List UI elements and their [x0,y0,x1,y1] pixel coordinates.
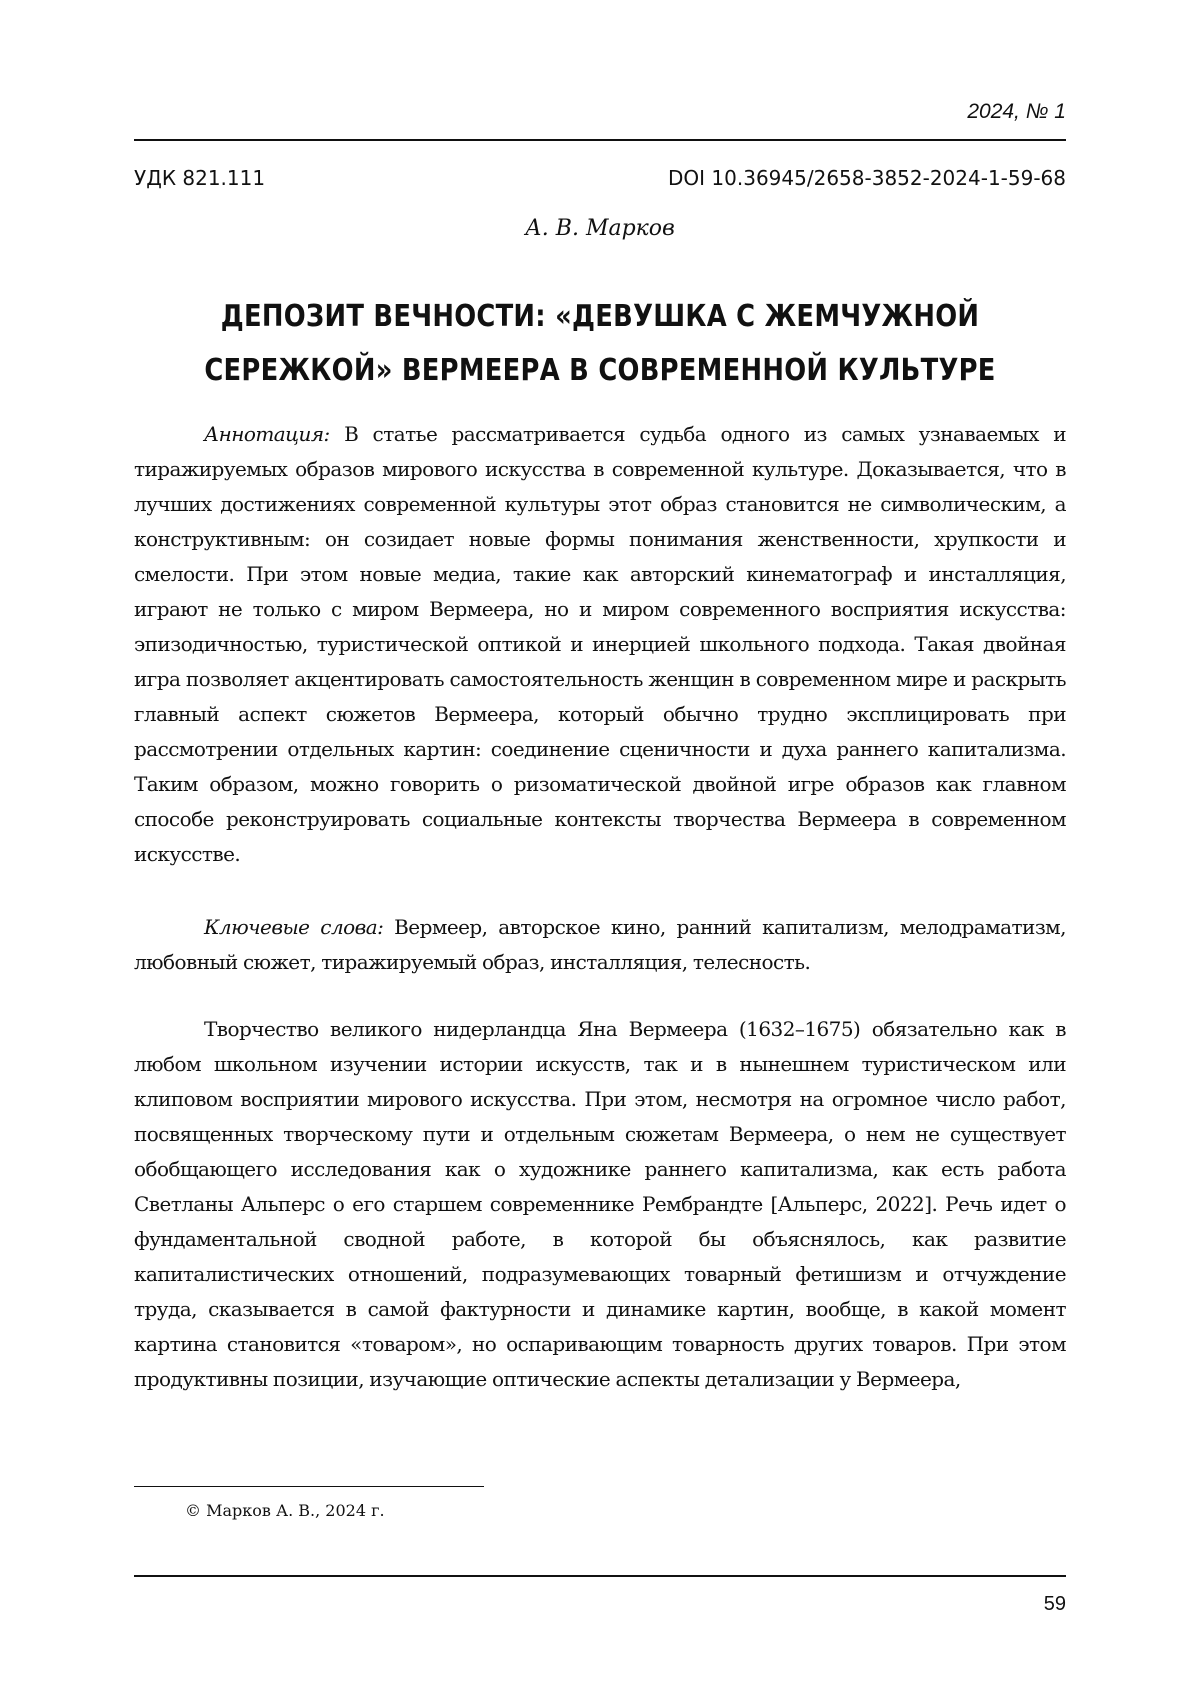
footer-rule [134,1575,1066,1577]
header-rule [134,139,1066,141]
title-line-1: ДЕПОЗИТ ВЕЧНОСТИ: «ДЕВУШКА С ЖЕМЧУЖНОЙ [220,299,980,334]
keywords-label: Ключевые слова: [204,915,384,939]
copyright-footnote: © Марков А. В., 2024 г. [185,1501,385,1520]
footnote-rule [134,1486,484,1487]
abstract-text: В статье рассматривается судьба одного из самых узнаваемых и тиражируемых образов мирового искусства в современной культуре. Доказывается, что в лучших достижениях современной культуры этот образ становится не символическим, а конструктивным: он созидает новые формы понимания женственности, хрупкости и смелости. При этом новые медиа, такие как авторский кинематограф и инсталляция, играют не только с миром Вермеера, но и миром современного восприятия искусства: эпизодичностью, туристической оптикой и инерцией школьного подхода. Такая двойная игра позволяет акцентировать самостоятельность женщин в современном мире и раскрыть главный аспект сюжетов Вермеера, который обычно трудно эксплицировать при рассмотрении отдельных картин: соединение сценичности и духа раннего капитализма. Таким образом, можно говорить о ризоматической двойной игре образов как главном способе реконструировать социальные контексты творчества Вермеера в современном искусстве. [134,422,1066,866]
article-title [199,290,1001,398]
body-text [134,1012,1066,1397]
issue-label: 2024, № 1 [967,100,1066,123]
body-paragraph: Творчество великого нидерландца Яна Вермеера (1632–1675) обязательно как в любом школьном изучении истории искусств, так и в нынешнем туристическом или клиповом восприятии мирового искусства. При этом, несмотря на огромное число работ, посвященных творческому пути и отдельным сюжетам Вермеера, о нем не существует обобщающего исследования как о художнике раннего капитализма, как есть работа Светланы Альперс о его старшем современнике Рембрандте [Альперс, 2022]. Речь идет о фундаментальной сводной работе, в которой бы объяснялось, как развитие капиталистических отношений, подразумевающих товарный фетишизм и отчуждение труда, сказывается в самой фактурности и динамике картин, вообще, в какой момент картина становится «товаром», но оспаривающим товарность других товаров. При этом продуктивны позиции, изучающие оптические аспекты детализации у Вермеера, [134,1017,1066,1391]
keywords-text: Вермеер, авторское кино, ранний капитализм, мелодраматизм, любовный сюжет, тиражируемый образ, инсталляция, телесность. [134,915,1066,974]
page-number: 59 [1043,1593,1066,1615]
article-meta [134,166,1066,190]
abstract [134,417,1066,872]
author-name: А. В. Марков [525,216,675,241]
doi-code[interactable]: DOI 10.36945/2658-3852-2024-1-59-68 [668,166,1066,190]
abstract-label: Аннотация: [204,422,330,446]
title-line-2: СЕРЕЖКОЙ» ВЕРМЕЕРА В СОВРЕМЕННОЙ КУЛЬТУРЕ [204,353,996,388]
keywords [134,910,1066,980]
udc-code: УДК 821.111 [134,166,266,190]
